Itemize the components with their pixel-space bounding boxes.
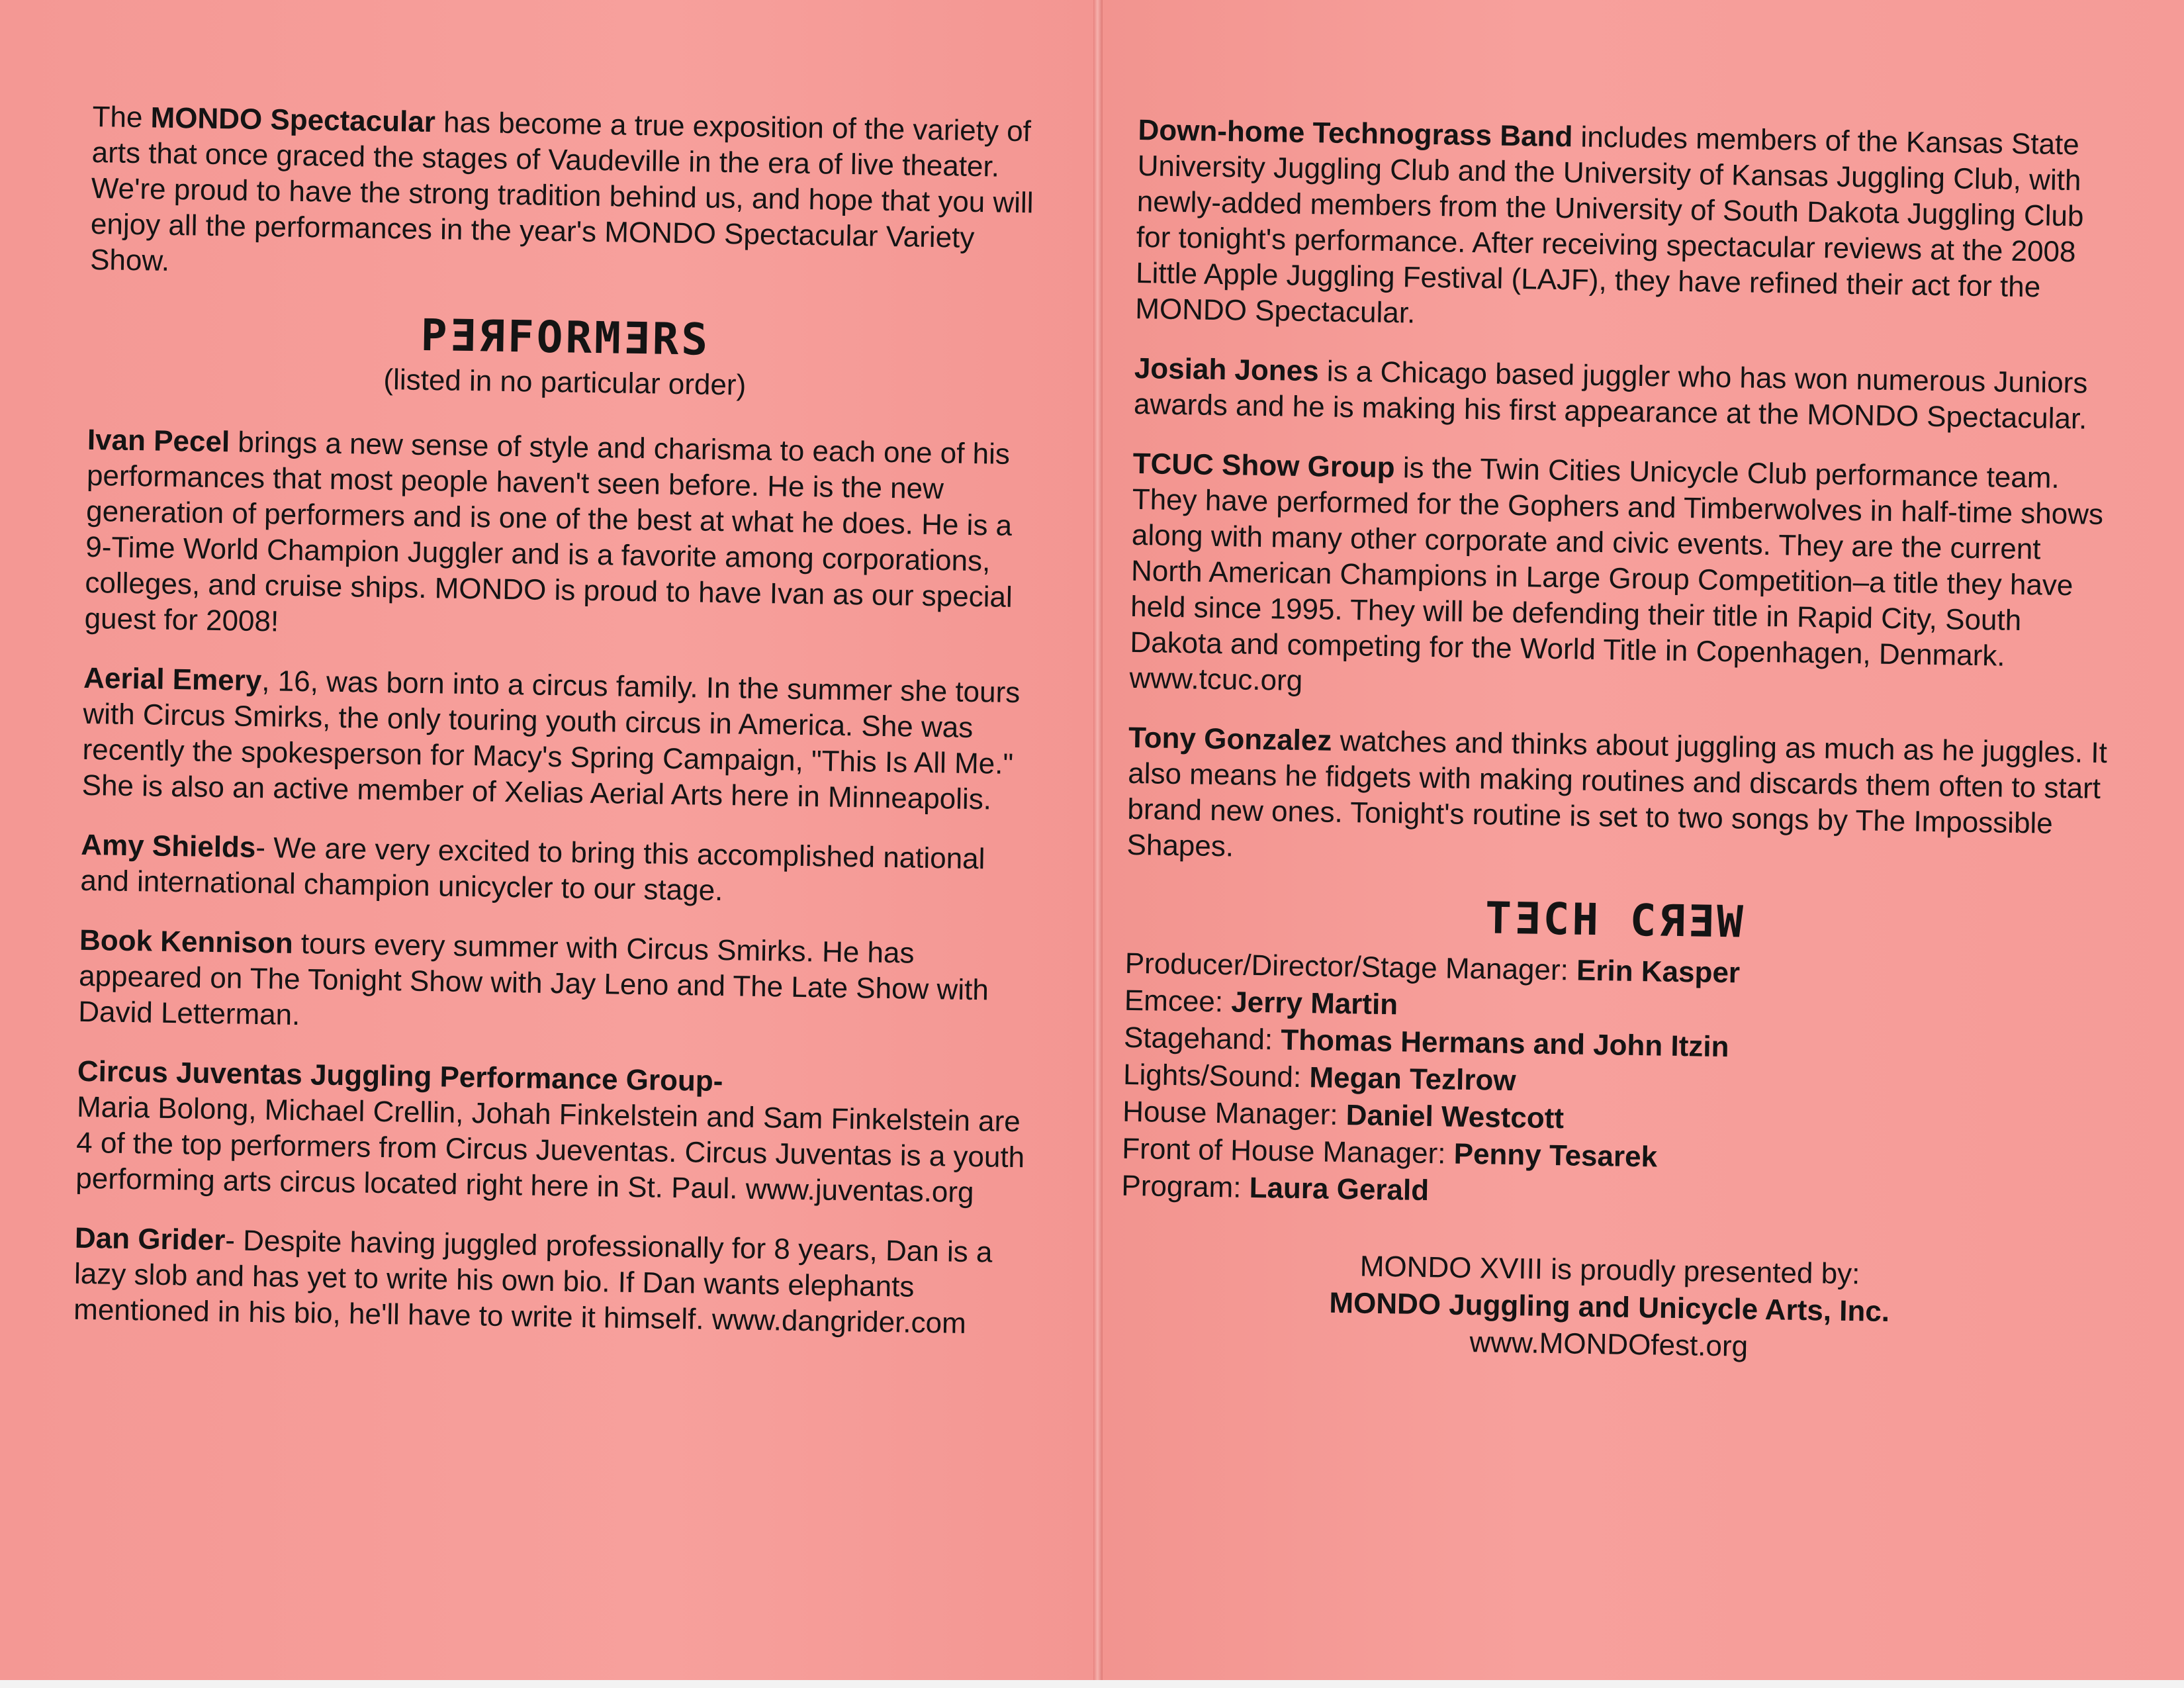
intro-paragraph bbox=[90, 99, 1046, 293]
performer-text: Maria Bolong, Michael Crellin, Johah Finkelstein and Sam Finkelstein are 4 of the top performers from Circus Jueventas. Circus Juventas is a youth performing arts circus located right here in St. Paul. www.juventas.org bbox=[75, 1090, 1025, 1209]
performer-bio bbox=[1135, 113, 2118, 342]
performer-bio bbox=[81, 661, 1036, 819]
crew-list bbox=[1121, 945, 2105, 1220]
performer-text: is a Chicago based juggler who has won numerous Juniors awards and he is making his first appearance at the MONDO Spectacular. bbox=[1133, 355, 2088, 436]
presented-line: MONDO XVIII is proudly presented by: bbox=[1359, 1250, 1860, 1291]
performer-bio bbox=[78, 923, 1032, 1045]
performer-bio bbox=[84, 422, 1040, 652]
performers-subheading: (listed in no particular order) bbox=[383, 363, 747, 402]
presenter-website: www.MONDOfest.org bbox=[1469, 1326, 1749, 1363]
performer-name: Aerial Emery bbox=[83, 661, 262, 698]
crew-role: Program: bbox=[1121, 1169, 1250, 1204]
performer-bio bbox=[73, 1221, 1028, 1343]
crew-name: Jerry Martin bbox=[1230, 986, 1398, 1021]
performer-name: Dan Grider bbox=[74, 1221, 226, 1257]
performer-bio bbox=[75, 1054, 1030, 1212]
performer-text: - Despite having juggled professionally for 8 years, Dan is a lazy slob and has yet to write his own bio. If Dan wants elephants mentioned in his bio, he'll have to write it himself. www.dangrider.com bbox=[73, 1224, 993, 1340]
performer-text: watches and thinks about juggling as much as he juggles. It also means he fidgets with making routines and discards them often to start brand new ones. Tonight's routine is set to two songs by The Impossible Shapes. bbox=[1126, 724, 2108, 863]
intro-prefix: The bbox=[92, 100, 152, 134]
performer-name: TCUC Show Group bbox=[1132, 447, 1395, 485]
performer-text: - We are very excited to bring this accomplished national and international champion unicycler to our stage. bbox=[80, 831, 985, 908]
intro-title: MONDO Spectacular bbox=[150, 101, 436, 139]
performer-bio bbox=[1129, 446, 2113, 712]
right-column bbox=[1119, 113, 2118, 1371]
performer-name: Amy Shields bbox=[80, 828, 256, 865]
performers-heading: PƎЯFORMƎRS bbox=[420, 309, 711, 365]
left-column bbox=[73, 99, 1046, 1366]
crew-role: Lights/Sound: bbox=[1122, 1058, 1310, 1094]
tech-crew-heading: TƎCH CЯƎW bbox=[1484, 892, 1747, 948]
performer-name: Tony Gonzalez bbox=[1128, 721, 1332, 757]
page-fold bbox=[1093, 0, 1103, 1688]
performer-name: Josiah Jones bbox=[1134, 352, 1320, 388]
crew-role: Front of House Manager: bbox=[1122, 1132, 1455, 1170]
crew-name: Megan Tezlrow bbox=[1309, 1061, 1516, 1098]
performer-text: is the Twin Cities Unicycle Club performance team. They have performed for the Gophers and Timberwolves in half-time shows along with many other corporate and civic events. They are the current North American Champions in Large Group Competition–a title they have held since 1995. They will be defending their title in Rapid City, South Dakota and competing for the World Title in Copenhagen, Denmark. www.tcuc.org bbox=[1129, 451, 2104, 698]
crew-role: Stagehand: bbox=[1123, 1021, 1281, 1056]
performer-bio bbox=[1126, 720, 2108, 878]
crew-role: House Manager: bbox=[1122, 1095, 1347, 1132]
performer-bio bbox=[80, 827, 1034, 914]
scan-edge bbox=[0, 1680, 2184, 1688]
performer-text: includes members of the Kansas State University Juggling Club and the University of Kansas Juggling Club, with newly-added members from the University of South Dakota Juggling Club for tonight's performance. After receiving spectacular reviews at the 2008 Little Apple Juggling Festival (LAJF), they have refined their act for the MONDO Spectacular. bbox=[1134, 120, 2084, 330]
performer-name: Circus Juventas Juggling Performance Group- bbox=[77, 1055, 723, 1098]
presenter-organization: MONDO Juggling and Unicycle Arts, Inc. bbox=[1329, 1286, 1890, 1329]
performer-name: Ivan Pecel bbox=[87, 423, 230, 459]
performer-text: tours every summer with Circus Smirks. He has appeared on The Tonight Show with Jay Leno and The Late Show with David Letterman. bbox=[77, 927, 989, 1032]
crew-name: Laura Gerald bbox=[1249, 1171, 1430, 1207]
presented-by bbox=[1119, 1244, 2100, 1371]
crew-name: Thomas Hermans and John Itzin bbox=[1280, 1023, 1729, 1064]
crew-name: Erin Kasper bbox=[1576, 954, 1741, 990]
intro-text: has become a true exposition of the variety of arts that once graced the stages of Vaudeville in the era of live theater. We're proud to have the strong tradition behind us, and hope that you will enjoy all the performances in the year's MONDO Spectacular Variety Show. bbox=[89, 106, 1034, 277]
performer-bio bbox=[1134, 351, 2115, 438]
performer-text: , 16, was born into a circus family. In the summer she tours with Circus Smirks, the only touring youth circus in America. She was recently the spokesperson for Macy's Spring Campaign, "This Is All Me." She is also an active member of Xelias Aerial Arts here in Minneapolis. bbox=[81, 665, 1021, 816]
crew-name: Penny Tesarek bbox=[1453, 1137, 1658, 1174]
crew-role: Producer/Director/Stage Manager: bbox=[1124, 947, 1577, 987]
performer-text: brings a new sense of style and charisma to each one of his performances that most people haven't seen before. He is the new generation of performers and is one of the best at what he does. He is a 9-Time World Champion Juggler and is a favorite among corporations, colleges, and cruise ships. MONDO is proud to have Ivan as our special guest for 2008! bbox=[84, 426, 1013, 638]
performer-name: Book Kennison bbox=[79, 923, 294, 960]
crew-name: Daniel Westcott bbox=[1345, 1099, 1565, 1135]
performer-name: Down-home Technograss Band bbox=[1138, 113, 1573, 154]
crew-role: Emcee: bbox=[1124, 984, 1232, 1019]
